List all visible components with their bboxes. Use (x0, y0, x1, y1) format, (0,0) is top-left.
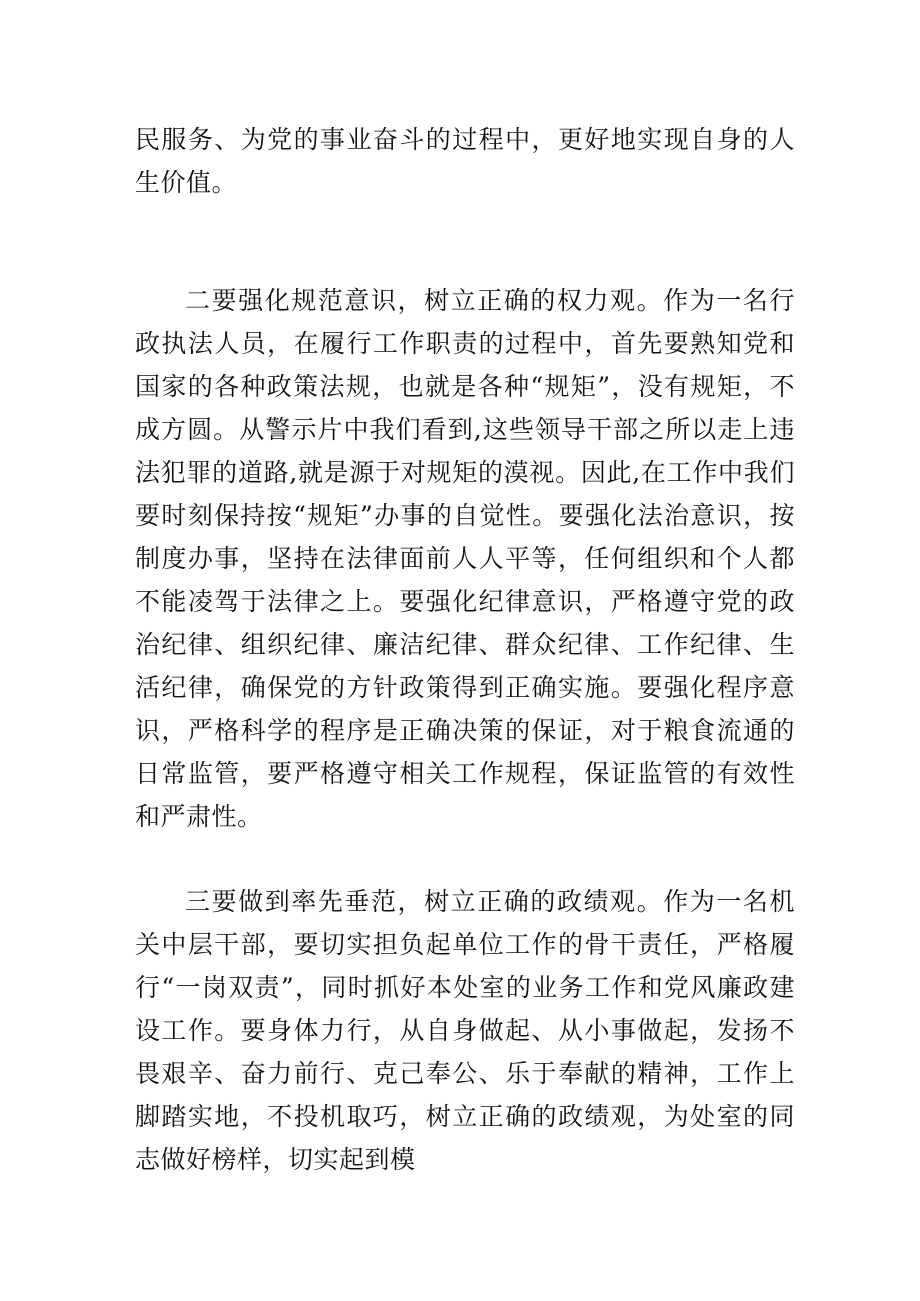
paragraph-2: 二要强化规范意识，树立正确的权力观。作为一名行政执法人员，在履行工作职责的过程中，首先要熟知党和国家的各种政策法规，也就是各种“规矩”，没有规矩，不成方圆。从警示片中我们看到,这些领导干部之所以走上违法犯罪的道路,就是源于对规矩的漠视。因此,在工作中我们要时刻保持按“规矩”办事的自觉性。要强化法治意识，按制度办事，坚持在法律面前人人平等，任何组织和个人都不能凌驾于法律之上。要强化纪律意识，严格遵守党的政治纪律、组织纪律、廉洁纪律、群众纪律、工作纪律、生活纪律，确保党的方针政策得到正确实施。要强化程序意识，严格科学的程序是正确决策的保证，对于粮食流通的日常监管，要严格遵守相关工作规程，保证监管的有效性和严肃性。 (135, 286, 795, 831)
paragraph-1: 民服务、为党的事业奋斗的过程中，更好地实现自身的人生价值。 (135, 125, 795, 197)
paragraph-3: 三要做到率先垂范，树立正确的政绩观。作为一名机关中层干部，要切实担负起单位工作的骨干责任，严格履行“一岗双责”，同时抓好本处室的业务工作和党风廉政建设工作。要身体力行，从自身做起、从小事做起，发扬不畏艰辛、奋力前行、克己奉公、乐于奉献的精神，工作上脚踏实地，不投机取巧，树立正确的政绩观，为处室的同志做好榜样，切实起到模 (135, 887, 795, 1174)
